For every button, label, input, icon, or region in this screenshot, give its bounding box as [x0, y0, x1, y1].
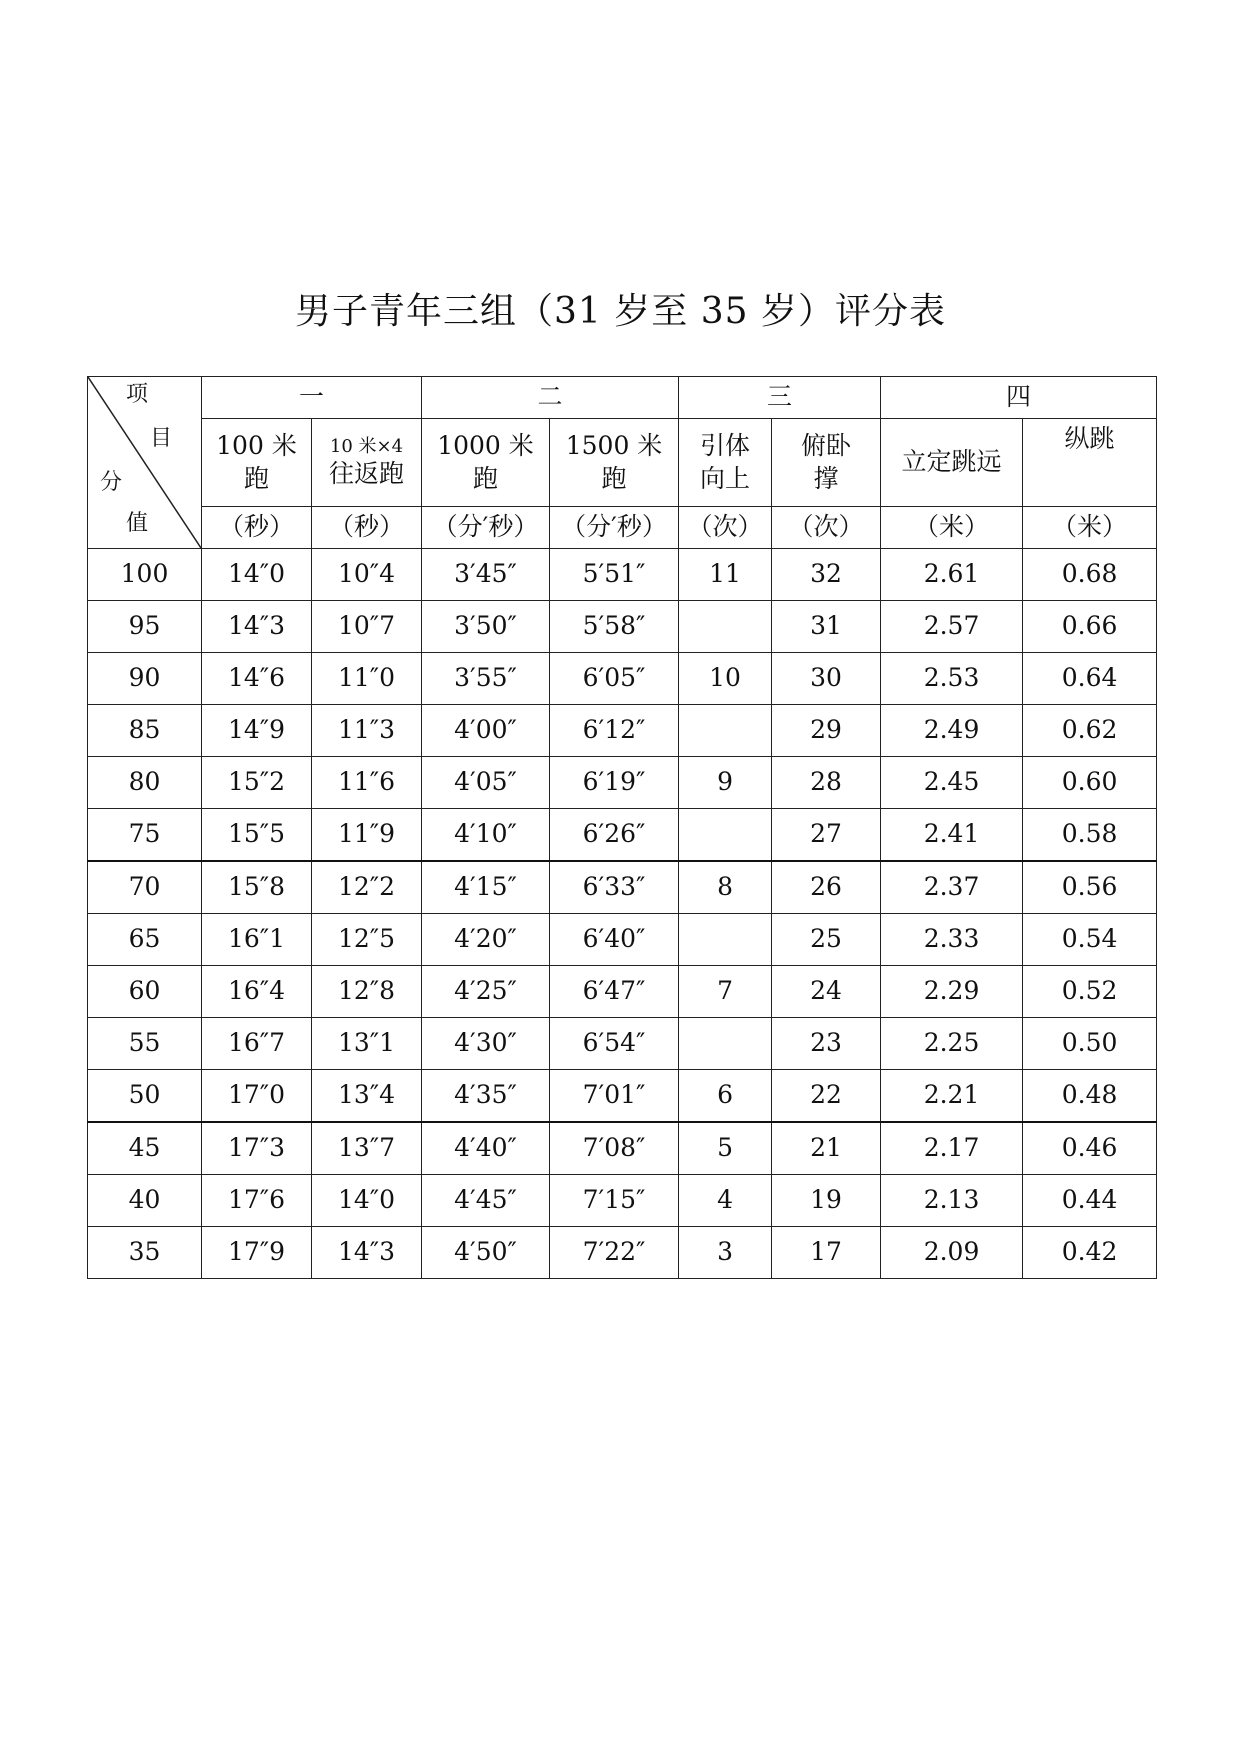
table-cell: 10″4	[312, 549, 422, 601]
table-cell: 2.09	[881, 1227, 1023, 1279]
table-cell: 22	[772, 1070, 881, 1123]
table-cell: 7′22″	[550, 1227, 679, 1279]
table-cell: 6′47″	[550, 966, 679, 1018]
table-cell: 0.66	[1023, 601, 1157, 653]
table-cell: 7	[679, 966, 772, 1018]
table-cell: 12″8	[312, 966, 422, 1018]
table-row	[88, 1175, 1157, 1227]
table-cell	[679, 809, 772, 862]
group-header-2: 二	[422, 377, 679, 419]
table-cell: 23	[772, 1018, 881, 1070]
score-value-cell: 90	[88, 653, 202, 705]
table-cell: 14″0	[312, 1175, 422, 1227]
score-value-cell: 80	[88, 757, 202, 809]
table-cell: 2.33	[881, 914, 1023, 966]
score-value-cell: 95	[88, 601, 202, 653]
item-header-standing-jump: 立定跳远	[881, 419, 1023, 507]
score-value-cell: 55	[88, 1018, 202, 1070]
corner-label-xiang: 项	[126, 382, 149, 407]
table-cell: 11″6	[312, 757, 422, 809]
table-cell: 24	[772, 966, 881, 1018]
table-cell: 17″9	[202, 1227, 312, 1279]
table-cell	[679, 601, 772, 653]
table-cell: 13″4	[312, 1070, 422, 1123]
table-row	[88, 1122, 1157, 1175]
table-row	[88, 861, 1157, 914]
table-cell: 25	[772, 914, 881, 966]
table-cell: 2.45	[881, 757, 1023, 809]
table-cell: 7′01″	[550, 1070, 679, 1123]
unit-header: （次）	[679, 507, 772, 549]
score-value-cell: 50	[88, 1070, 202, 1123]
table-cell: 4′10″	[422, 809, 550, 862]
scoring-table	[87, 376, 1157, 1279]
table-cell: 2.53	[881, 653, 1023, 705]
table-cell: 0.68	[1023, 549, 1157, 601]
score-value-cell: 35	[88, 1227, 202, 1279]
table-cell: 0.58	[1023, 809, 1157, 862]
score-value-cell: 40	[88, 1175, 202, 1227]
item-header-1500m: 1500 米 跑	[550, 419, 679, 507]
table-cell: 14″3	[312, 1227, 422, 1279]
unit-header: （秒）	[202, 507, 312, 549]
table-cell: 17″0	[202, 1070, 312, 1123]
table-cell: 5′51″	[550, 549, 679, 601]
unit-header: （米）	[881, 507, 1023, 549]
table-cell: 4′05″	[422, 757, 550, 809]
table-cell: 0.50	[1023, 1018, 1157, 1070]
table-cell: 31	[772, 601, 881, 653]
table-cell: 2.29	[881, 966, 1023, 1018]
table-row	[88, 1018, 1157, 1070]
table-cell: 0.42	[1023, 1227, 1157, 1279]
item-header-1000m: 1000 米 跑	[422, 419, 550, 507]
corner-label-mu: 目	[150, 426, 173, 451]
table-cell: 2.25	[881, 1018, 1023, 1070]
table-cell: 0.56	[1023, 861, 1157, 914]
table-cell: 2.41	[881, 809, 1023, 862]
table-cell: 8	[679, 861, 772, 914]
score-value-cell: 60	[88, 966, 202, 1018]
table-cell: 7′15″	[550, 1175, 679, 1227]
table-cell: 11″9	[312, 809, 422, 862]
table-cell: 0.62	[1023, 705, 1157, 757]
corner-label-zhi: 值	[126, 511, 149, 536]
score-value-cell: 100	[88, 549, 202, 601]
table-cell: 17″6	[202, 1175, 312, 1227]
table-cell: 5′58″	[550, 601, 679, 653]
table-cell: 9	[679, 757, 772, 809]
table-cell: 4′20″	[422, 914, 550, 966]
item-header-vertical-jump: 纵跳	[1023, 419, 1157, 507]
table-cell: 0.52	[1023, 966, 1157, 1018]
table-cell: 28	[772, 757, 881, 809]
table-cell	[679, 914, 772, 966]
table-row	[88, 1227, 1157, 1279]
table-row	[88, 705, 1157, 757]
table-cell: 6′19″	[550, 757, 679, 809]
page-title: 男子青年三组（31 岁至 35 岁）评分表	[295, 291, 946, 332]
table-cell: 4′00″	[422, 705, 550, 757]
corner-label-fen: 分	[100, 470, 123, 495]
table-cell: 6′05″	[550, 653, 679, 705]
table-cell: 15″8	[202, 861, 312, 914]
item-header-100m: 100 米 跑	[202, 419, 312, 507]
table-cell: 14″0	[202, 549, 312, 601]
table-cell: 17″3	[202, 1122, 312, 1175]
table-cell: 6′26″	[550, 809, 679, 862]
table-cell: 0.46	[1023, 1122, 1157, 1175]
table-cell: 16″7	[202, 1018, 312, 1070]
table-cell: 14″3	[202, 601, 312, 653]
table-cell: 4′40″	[422, 1122, 550, 1175]
score-value-cell: 65	[88, 914, 202, 966]
score-value-cell: 70	[88, 861, 202, 914]
table-cell: 16″1	[202, 914, 312, 966]
table-cell: 17	[772, 1227, 881, 1279]
table-cell: 26	[772, 861, 881, 914]
table-row	[88, 914, 1157, 966]
table-cell: 3′55″	[422, 653, 550, 705]
table-cell: 7′08″	[550, 1122, 679, 1175]
table-row	[88, 809, 1157, 862]
table-cell: 4′25″	[422, 966, 550, 1018]
table-cell: 14″9	[202, 705, 312, 757]
table-cell: 11	[679, 549, 772, 601]
table-row	[88, 966, 1157, 1018]
table-row	[88, 653, 1157, 705]
table-cell: 19	[772, 1175, 881, 1227]
item-header-shuttle: 10 米×4 往返跑	[312, 419, 422, 507]
table-cell: 6′54″	[550, 1018, 679, 1070]
table-cell: 4′30″	[422, 1018, 550, 1070]
table-cell: 6	[679, 1070, 772, 1123]
table-cell: 4′15″	[422, 861, 550, 914]
table-row	[88, 601, 1157, 653]
table-cell: 0.54	[1023, 914, 1157, 966]
table-cell	[679, 1018, 772, 1070]
table-cell: 21	[772, 1122, 881, 1175]
table-cell: 3	[679, 1227, 772, 1279]
table-cell: 5	[679, 1122, 772, 1175]
score-value-cell: 75	[88, 809, 202, 862]
table-cell: 2.17	[881, 1122, 1023, 1175]
table-cell: 4′45″	[422, 1175, 550, 1227]
unit-header: （次）	[772, 507, 881, 549]
table-cell: 11″0	[312, 653, 422, 705]
unit-header: （分′秒）	[422, 507, 550, 549]
score-value-cell: 85	[88, 705, 202, 757]
item-header-pushup: 俯卧 撑	[772, 419, 881, 507]
table-cell: 3′45″	[422, 549, 550, 601]
table-cell: 6′40″	[550, 914, 679, 966]
unit-header: （米）	[1023, 507, 1157, 549]
table-row	[88, 549, 1157, 601]
table-cell: 10″7	[312, 601, 422, 653]
table-cell: 0.44	[1023, 1175, 1157, 1227]
table-cell: 2.61	[881, 549, 1023, 601]
table-cell: 4′35″	[422, 1070, 550, 1123]
table-cell: 32	[772, 549, 881, 601]
score-rows	[88, 549, 1157, 1279]
table-cell: 13″1	[312, 1018, 422, 1070]
table-cell: 2.57	[881, 601, 1023, 653]
corner-header-cell	[88, 377, 202, 549]
table-cell: 15″5	[202, 809, 312, 862]
table-cell: 12″2	[312, 861, 422, 914]
table-cell: 16″4	[202, 966, 312, 1018]
table-cell: 29	[772, 705, 881, 757]
group-header-4: 四	[881, 377, 1157, 419]
group-header-1: 一	[202, 377, 422, 419]
table-cell: 0.64	[1023, 653, 1157, 705]
unit-header: （秒）	[312, 507, 422, 549]
table-cell: 6′12″	[550, 705, 679, 757]
table-cell: 2.13	[881, 1175, 1023, 1227]
table-cell: 11″3	[312, 705, 422, 757]
table-cell: 27	[772, 809, 881, 862]
table-cell: 10	[679, 653, 772, 705]
table-cell: 30	[772, 653, 881, 705]
table-row	[88, 1070, 1157, 1123]
table-cell: 14″6	[202, 653, 312, 705]
table-cell: 13″7	[312, 1122, 422, 1175]
unit-header: （分′秒）	[550, 507, 679, 549]
score-value-cell: 45	[88, 1122, 202, 1175]
group-header-3: 三	[679, 377, 881, 419]
table-cell: 6′33″	[550, 861, 679, 914]
table-cell: 4	[679, 1175, 772, 1227]
item-header-pullup: 引体 向上	[679, 419, 772, 507]
table-cell: 12″5	[312, 914, 422, 966]
table-cell: 2.37	[881, 861, 1023, 914]
table-row	[88, 757, 1157, 809]
table-cell: 2.21	[881, 1070, 1023, 1123]
table-cell	[679, 705, 772, 757]
table-cell: 15″2	[202, 757, 312, 809]
table-cell: 3′50″	[422, 601, 550, 653]
table-cell: 0.60	[1023, 757, 1157, 809]
table-cell: 2.49	[881, 705, 1023, 757]
table-cell: 4′50″	[422, 1227, 550, 1279]
table-cell: 0.48	[1023, 1070, 1157, 1123]
